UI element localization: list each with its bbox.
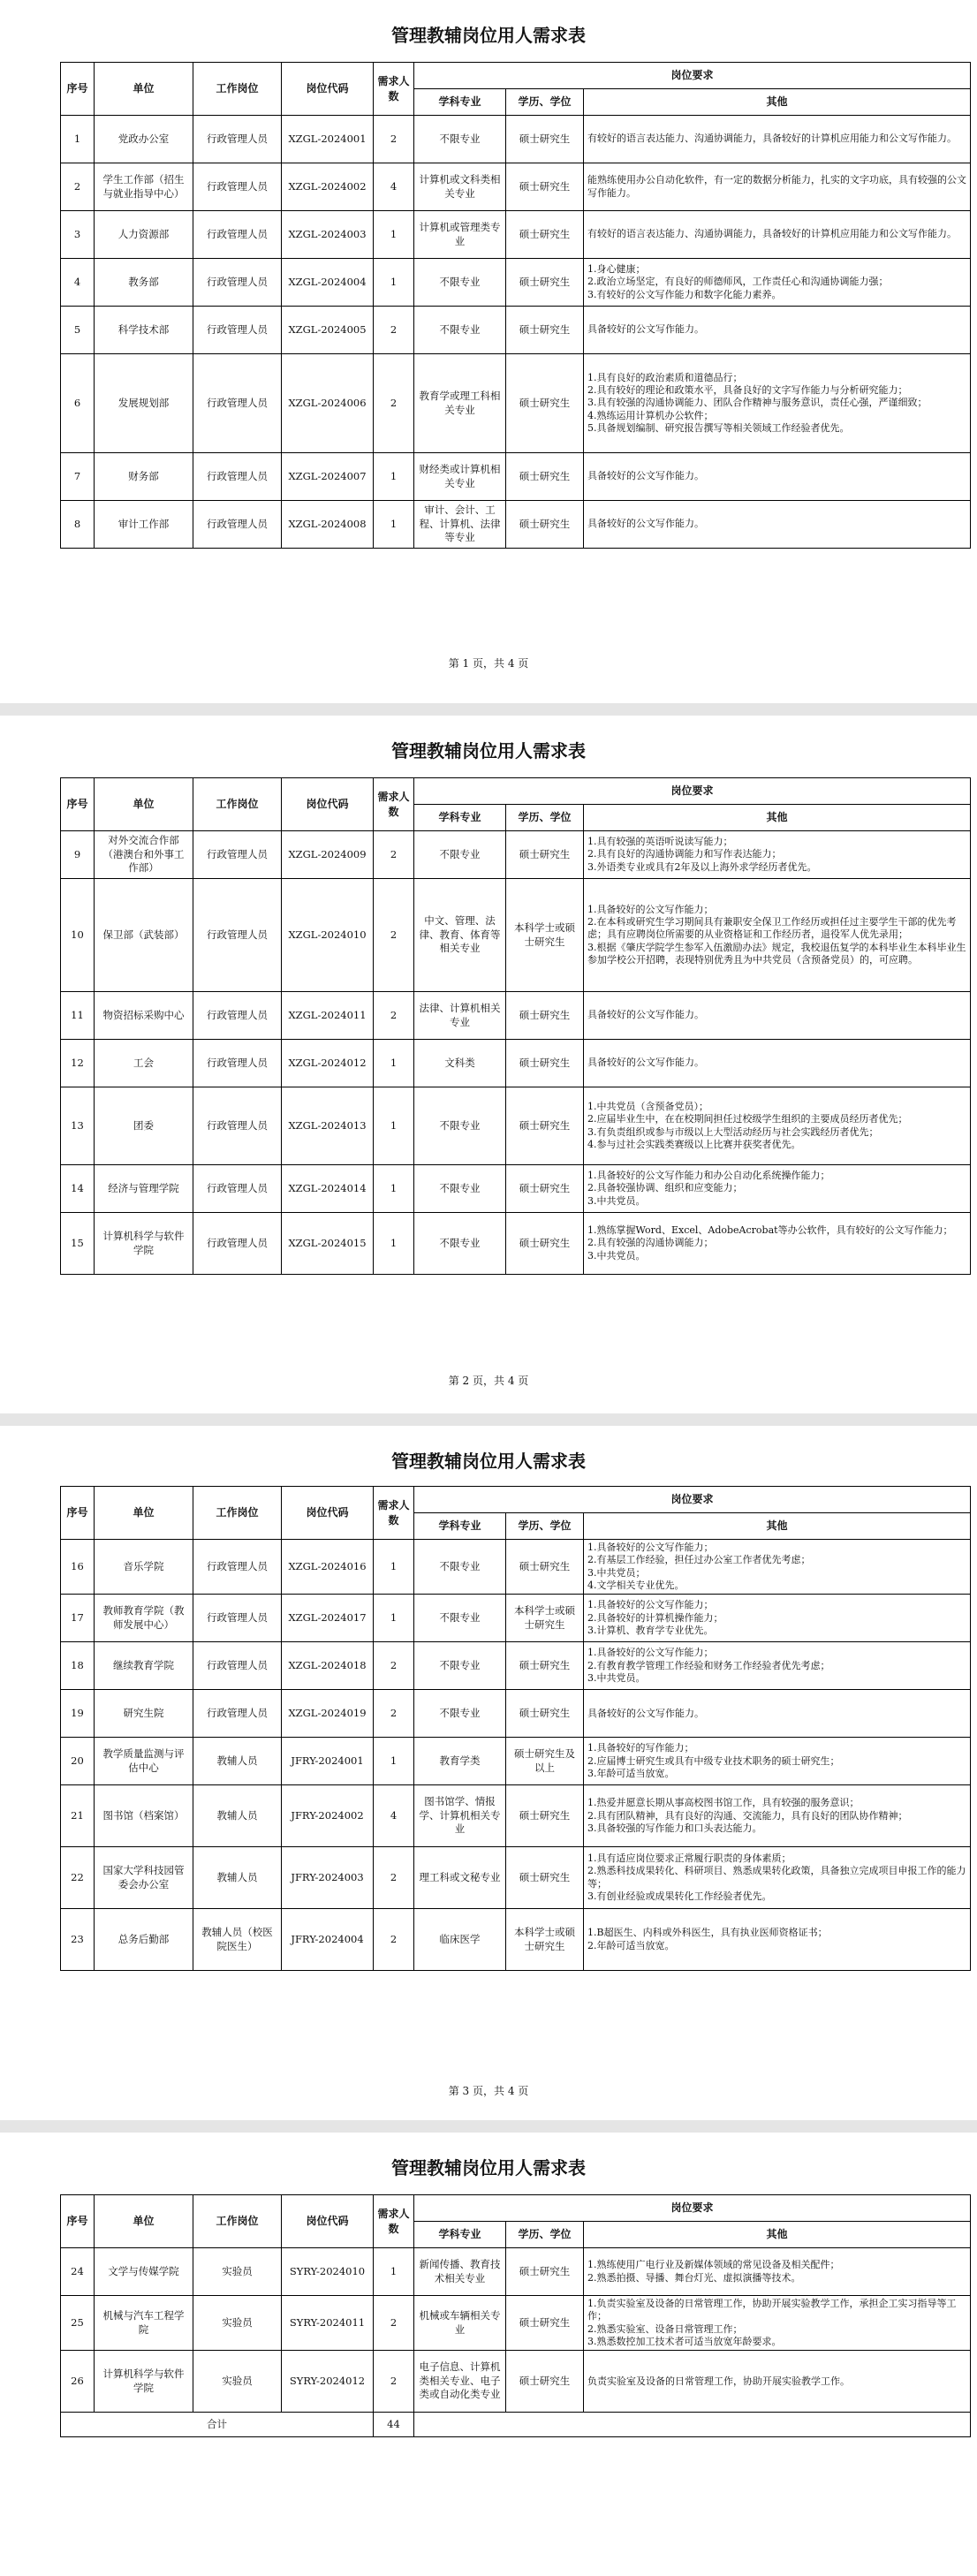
cell-count: 2 xyxy=(374,2296,414,2351)
cell-major: 临床医学 xyxy=(414,1909,506,1971)
header-unit: 单位 xyxy=(95,1487,193,1540)
cell-degree: 硕士研究生 xyxy=(506,116,584,163)
cell-unit: 研究生院 xyxy=(95,1690,193,1738)
cell-seq: 23 xyxy=(61,1909,95,1971)
cell-major: 理工科或文秘专业 xyxy=(414,1847,506,1909)
cell-seq: 7 xyxy=(61,453,95,501)
header-post: 工作岗位 xyxy=(193,63,282,116)
cell-major: 计算机或管理类专业 xyxy=(414,211,506,259)
cell-unit: 物资招标采购中心 xyxy=(95,992,193,1040)
cell-unit: 音乐学院 xyxy=(95,1540,193,1595)
cell-post: 实验员 xyxy=(193,2248,282,2296)
cell-count: 1 xyxy=(374,1540,414,1595)
cell-seq: 11 xyxy=(61,992,95,1040)
header-count: 需求人数 xyxy=(374,1487,414,1540)
table-row xyxy=(61,453,971,501)
cell-major: 不限专业 xyxy=(414,1213,506,1275)
cell-unit: 保卫部（武装部） xyxy=(95,879,193,992)
header-requirements: 岗位要求 xyxy=(414,778,971,805)
cell-post: 行政管理人员 xyxy=(193,879,282,992)
cell-unit: 审计工作部 xyxy=(95,501,193,549)
header-seq: 序号 xyxy=(61,63,95,116)
cell-other: 具备较好的公文写作能力。 xyxy=(584,453,971,501)
header-major: 学科专业 xyxy=(414,1513,506,1540)
requirements-table xyxy=(60,777,971,1275)
page-footer: 第 1 页，共 4 页 xyxy=(448,657,529,670)
cell-degree: 硕士研究生 xyxy=(506,1540,584,1595)
cell-degree: 硕士研究生 xyxy=(506,453,584,501)
cell-major: 电子信息、计算机类相关专业、电子类或自动化类专业 xyxy=(414,2351,506,2413)
cell-seq: 15 xyxy=(61,1213,95,1275)
header-code: 岗位代码 xyxy=(282,2195,374,2248)
cell-degree: 硕士研究生 xyxy=(506,1785,584,1847)
cell-degree: 硕士研究生 xyxy=(506,2296,584,2351)
cell-degree: 硕士研究生 xyxy=(506,211,584,259)
cell-seq: 19 xyxy=(61,1690,95,1738)
cell-code: XZGL-2024008 xyxy=(282,501,374,549)
cell-major: 图书馆学、情报学、计算机相关专业 xyxy=(414,1785,506,1847)
cell-unit: 科学技术部 xyxy=(95,307,193,354)
cell-code: JFRY-2024001 xyxy=(282,1738,374,1785)
cell-other: 1.B超医生、内科或外科医生，具有执业医师资格证书； 2.年龄可适当放宽。 xyxy=(584,1909,971,1971)
cell-post: 行政管理人员 xyxy=(193,259,282,307)
cell-major: 不限专业 xyxy=(414,1087,506,1165)
cell-seq: 2 xyxy=(61,163,95,211)
cell-seq: 25 xyxy=(61,2296,95,2351)
table-row xyxy=(61,501,971,549)
table-row xyxy=(61,1087,971,1165)
cell-post: 行政管理人员 xyxy=(193,163,282,211)
cell-code: SYRY-2024011 xyxy=(282,2296,374,2351)
table-row xyxy=(61,211,971,259)
page-footer: 第 2 页，共 4 页 xyxy=(448,1375,529,1387)
cell-major: 不限专业 xyxy=(414,116,506,163)
cell-major: 教育学或理工科相关专业 xyxy=(414,354,506,453)
cell-major: 计算机或文科类相关专业 xyxy=(414,163,506,211)
table-row xyxy=(61,879,971,992)
cell-major: 不限专业 xyxy=(414,831,506,879)
cell-other: 负责实验室及设备的日常管理工作，协助开展实验教学工作。 xyxy=(584,2351,971,2413)
page-4 xyxy=(0,2133,977,2576)
header-seq: 序号 xyxy=(61,778,95,831)
header-unit: 单位 xyxy=(95,778,193,831)
cell-code: XZGL-2024009 xyxy=(282,831,374,879)
cell-major: 机械或车辆相关专业 xyxy=(414,2296,506,2351)
cell-seq: 3 xyxy=(61,211,95,259)
cell-unit: 教务部 xyxy=(95,259,193,307)
cell-code: XZGL-2024018 xyxy=(282,1642,374,1690)
cell-unit: 国家大学科技园管委会办公室 xyxy=(95,1847,193,1909)
cell-count: 2 xyxy=(374,1642,414,1690)
cell-seq: 26 xyxy=(61,2351,95,2413)
cell-other: 1.具有较强的英语听说读写能力； 2.具有良好的沟通协调能力和写作表达能力； 3.外语类专业或具有2年及以上海外求学经历者优先。 xyxy=(584,831,971,879)
cell-count: 2 xyxy=(374,879,414,992)
cell-post: 行政管理人员 xyxy=(193,307,282,354)
cell-count: 1 xyxy=(374,2248,414,2296)
cell-other: 1.具有良好的政治素质和道德品行； 2.具有较好的理论和政策水平，具备良好的文字写作能力与分析研究能力； 3.具有较强的沟通协调能力、团队合作精神与服务意识，责任心强，严谨细致； 4.熟练运用计算机办公软件； 5.具备规划编制、研究报告撰写等相关领域工作经验者优先。 xyxy=(584,354,971,453)
header-major: 学科专业 xyxy=(414,2222,506,2248)
cell-post: 教辅人员 xyxy=(193,1738,282,1785)
header-other: 其他 xyxy=(584,89,971,116)
cell-count: 2 xyxy=(374,307,414,354)
header-requirements: 岗位要求 xyxy=(414,1487,971,1513)
table-row xyxy=(61,1909,971,1971)
cell-degree: 硕士研究生 xyxy=(506,2248,584,2296)
cell-code: XZGL-2024015 xyxy=(282,1213,374,1275)
header-code: 岗位代码 xyxy=(282,63,374,116)
cell-major: 财经类或计算机相关专业 xyxy=(414,453,506,501)
cell-other: 1.中共党员（含预备党员）； 2.应届毕业生中，在在校期间担任过校级学生组织的主要成员经历者优先； 3.有负责组织或参与市级以上大型活动经历与社会实践经历者优先； 4.参与过社会实践类赛级以上比赛并获奖者优先。 xyxy=(584,1087,971,1165)
table-row xyxy=(61,1165,971,1213)
cell-unit: 图书馆（档案馆） xyxy=(95,1785,193,1847)
total-row xyxy=(61,2413,971,2437)
header-requirements: 岗位要求 xyxy=(414,63,971,89)
cell-unit: 财务部 xyxy=(95,453,193,501)
cell-unit: 学生工作部（招生与就业指导中心） xyxy=(95,163,193,211)
cell-count: 1 xyxy=(374,1738,414,1785)
table-row xyxy=(61,307,971,354)
cell-other: 1.具备较好的公文写作能力； 2.有教育教学管理工作经验和财务工作经验者优先考虑； 3.中共党员。 xyxy=(584,1642,971,1690)
cell-post: 行政管理人员 xyxy=(193,1540,282,1595)
cell-code: XZGL-2024002 xyxy=(282,163,374,211)
cell-other: 1.具备较好的公文写作能力； 2.在本科或研究生学习期间具有兼职安全保卫工作经历或担任过主要学生干部的优先考虑；具有应聘岗位所需要的从业资格证和工作经历者，退役军人优先录用； 3.根据《肇庆学院学生参军入伍激励办法》规定，我校退伍复学的本科毕业生本科毕业生参加学校公开招聘，表现特别优秀且为中共党员（含预备党员）的，可应聘。 xyxy=(584,879,971,992)
cell-other: 1.具有适应岗位要求正常履行职责的身体素质； 2.熟悉科技成果转化、科研项目、熟悉成果转化政策，具备独立完成项目申报工作的能力等； 3.有创业经验或成果转化工作经验者优先。 xyxy=(584,1847,971,1909)
cell-degree: 硕士研究生 xyxy=(506,354,584,453)
page-title: 管理教辅岗位用人需求表 xyxy=(391,25,586,46)
cell-post: 行政管理人员 xyxy=(193,831,282,879)
header-code: 岗位代码 xyxy=(282,1487,374,1540)
cell-major: 不限专业 xyxy=(414,1642,506,1690)
cell-degree: 硕士研究生 xyxy=(506,2351,584,2413)
cell-seq: 5 xyxy=(61,307,95,354)
cell-degree: 硕士研究生 xyxy=(506,163,584,211)
cell-other: 具备较好的公文写作能力。 xyxy=(584,1040,971,1087)
cell-post: 行政管理人员 xyxy=(193,992,282,1040)
cell-major: 不限专业 xyxy=(414,1595,506,1642)
cell-code: XZGL-2024016 xyxy=(282,1540,374,1595)
cell-count: 1 xyxy=(374,259,414,307)
header-degree: 学历、学位 xyxy=(506,89,584,116)
cell-seq: 21 xyxy=(61,1785,95,1847)
cell-major: 不限专业 xyxy=(414,1165,506,1213)
cell-seq: 16 xyxy=(61,1540,95,1595)
cell-code: XZGL-2024003 xyxy=(282,211,374,259)
cell-count: 4 xyxy=(374,1785,414,1847)
page-footer: 第 3 页，共 4 页 xyxy=(448,2085,529,2097)
cell-degree: 硕士研究生 xyxy=(506,831,584,879)
table-row xyxy=(61,1595,971,1642)
cell-code: XZGL-2024011 xyxy=(282,992,374,1040)
cell-degree: 本科学士或硕士研究生 xyxy=(506,1909,584,1971)
cell-seq: 22 xyxy=(61,1847,95,1909)
cell-degree: 硕士研究生 xyxy=(506,1642,584,1690)
cell-post: 实验员 xyxy=(193,2351,282,2413)
cell-major: 教育学类 xyxy=(414,1738,506,1785)
cell-degree: 硕士研究生 xyxy=(506,1690,584,1738)
cell-count: 2 xyxy=(374,354,414,453)
header-code: 岗位代码 xyxy=(282,778,374,831)
page-separator xyxy=(0,1413,977,1426)
cell-count: 1 xyxy=(374,1165,414,1213)
cell-post: 行政管理人员 xyxy=(193,1642,282,1690)
cell-post: 行政管理人员 xyxy=(193,1595,282,1642)
header-other: 其他 xyxy=(584,805,971,831)
cell-degree: 硕士研究生 xyxy=(506,992,584,1040)
cell-code: SYRY-2024012 xyxy=(282,2351,374,2413)
table-row xyxy=(61,1690,971,1738)
cell-degree: 硕士研究生 xyxy=(506,1040,584,1087)
table-row xyxy=(61,2351,971,2413)
cell-count: 2 xyxy=(374,992,414,1040)
cell-seq: 18 xyxy=(61,1642,95,1690)
cell-major: 审计、会计、工程、计算机、法律等专业 xyxy=(414,501,506,549)
cell-count: 1 xyxy=(374,1595,414,1642)
cell-code: XZGL-2024014 xyxy=(282,1165,374,1213)
cell-seq: 4 xyxy=(61,259,95,307)
header-unit: 单位 xyxy=(95,2195,193,2248)
cell-other: 1.身心健康； 2.政治立场坚定，有良好的师德师风，工作责任心和沟通协调能力强； 3.有较好的公文写作能力和数字化能力素养。 xyxy=(584,259,971,307)
cell-post: 行政管理人员 xyxy=(193,453,282,501)
cell-post: 行政管理人员 xyxy=(193,211,282,259)
cell-count: 1 xyxy=(374,1213,414,1275)
cell-other: 具备较好的公文写作能力。 xyxy=(584,501,971,549)
cell-post: 行政管理人员 xyxy=(193,1087,282,1165)
cell-seq: 17 xyxy=(61,1595,95,1642)
cell-major: 新闻传播、教育技术相关专业 xyxy=(414,2248,506,2296)
cell-other: 1.熟练掌握Word、Excel、AdobeAcrobat等办公软件，具有较好的公文写作能力； 2.具有较强的沟通协调能力； 3.中共党员。 xyxy=(584,1213,971,1275)
cell-post: 行政管理人员 xyxy=(193,1165,282,1213)
cell-degree: 硕士研究生 xyxy=(506,259,584,307)
header-other: 其他 xyxy=(584,2222,971,2248)
cell-code: XZGL-2024006 xyxy=(282,354,374,453)
cell-count: 1 xyxy=(374,501,414,549)
header-count: 需求人数 xyxy=(374,63,414,116)
cell-other: 1.热爱并愿意长期从事高校图书馆工作，具有较强的服务意识； 2.具有团队精神，具有良好的沟通、交流能力，具有良好的团队协作精神； 3.具备较强的写作能力和口头表达能力。 xyxy=(584,1785,971,1847)
requirements-table xyxy=(60,2194,971,2437)
cell-seq: 1 xyxy=(61,116,95,163)
cell-post: 教辅人员 xyxy=(193,1785,282,1847)
header-unit: 单位 xyxy=(95,63,193,116)
cell-count: 2 xyxy=(374,831,414,879)
cell-unit: 团委 xyxy=(95,1087,193,1165)
cell-code: XZGL-2024001 xyxy=(282,116,374,163)
cell-seq: 9 xyxy=(61,831,95,879)
table-row xyxy=(61,1213,971,1275)
cell-degree: 硕士研究生 xyxy=(506,1165,584,1213)
cell-count: 2 xyxy=(374,1847,414,1909)
cell-unit: 教学质量监测与评估中心 xyxy=(95,1738,193,1785)
cell-degree: 硕士研究生及以上 xyxy=(506,1738,584,1785)
header-count: 需求人数 xyxy=(374,2195,414,2248)
cell-code: XZGL-2024005 xyxy=(282,307,374,354)
table-row xyxy=(61,259,971,307)
header-requirements: 岗位要求 xyxy=(414,2195,971,2222)
cell-count: 1 xyxy=(374,211,414,259)
cell-code: XZGL-2024013 xyxy=(282,1087,374,1165)
table-row xyxy=(61,116,971,163)
cell-unit: 机械与汽车工程学院 xyxy=(95,2296,193,2351)
cell-post: 行政管理人员 xyxy=(193,116,282,163)
cell-post: 行政管理人员 xyxy=(193,1040,282,1087)
cell-other: 1.具备较好的公文写作能力； 2.有基层工作经验，担任过办公室工作者优先考虑； 3.中共党员； 4.文学相关专业优先。 xyxy=(584,1540,971,1595)
cell-degree: 硕士研究生 xyxy=(506,1847,584,1909)
header-count: 需求人数 xyxy=(374,778,414,831)
table-row xyxy=(61,1785,971,1847)
cell-seq: 6 xyxy=(61,354,95,453)
cell-seq: 20 xyxy=(61,1738,95,1785)
cell-count: 1 xyxy=(374,1087,414,1165)
cell-post: 教辅人员（校医院医生） xyxy=(193,1909,282,1971)
cell-unit: 对外交流合作部（港澳台和外事工作部） xyxy=(95,831,193,879)
cell-count: 1 xyxy=(374,1040,414,1087)
cell-unit: 工会 xyxy=(95,1040,193,1087)
cell-code: JFRY-2024002 xyxy=(282,1785,374,1847)
cell-unit: 继续教育学院 xyxy=(95,1642,193,1690)
cell-unit: 文学与传媒学院 xyxy=(95,2248,193,2296)
header-seq: 序号 xyxy=(61,2195,95,2248)
page-2 xyxy=(0,716,977,1413)
cell-count: 2 xyxy=(374,116,414,163)
cell-post: 行政管理人员 xyxy=(193,354,282,453)
cell-unit: 计算机科学与软件学院 xyxy=(95,2351,193,2413)
cell-other: 1.具备较好的公文写作能力和办公自动化系统操作能力； 2.具备较强协调、组织和应变能力； 3.中共党员。 xyxy=(584,1165,971,1213)
cell-other: 1.具备较好的公文写作能力； 2.具备较好的计算机操作能力； 3.计算机、教育学专业优先。 xyxy=(584,1595,971,1642)
cell-other: 1.熟练使用广电行业及新媒体领域的常见设备及相关配件； 2.熟悉拍摄、导播、舞台灯光、虚拟演播等技术。 xyxy=(584,2248,971,2296)
cell-degree: 硕士研究生 xyxy=(506,501,584,549)
cell-code: XZGL-2024019 xyxy=(282,1690,374,1738)
cell-major: 不限专业 xyxy=(414,1690,506,1738)
cell-degree: 硕士研究生 xyxy=(506,1087,584,1165)
page-1 xyxy=(0,0,977,703)
cell-count: 2 xyxy=(374,2351,414,2413)
cell-other: 能熟练使用办公自动化软件，有一定的数据分析能力，扎实的文字功底，具有较强的公文写作能力。 xyxy=(584,163,971,211)
cell-other: 1.负责实验室及设备的日常管理工作，协助开展实验教学工作，承担企工实习指导等工作； 2.熟悉实验室、设备日常管理工作； 3.熟悉数控加工技术者可适当放宽年龄要求。 xyxy=(584,2296,971,2351)
table-row xyxy=(61,992,971,1040)
cell-unit: 总务后勤部 xyxy=(95,1909,193,1971)
cell-post: 行政管理人员 xyxy=(193,501,282,549)
cell-code: XZGL-2024010 xyxy=(282,879,374,992)
cell-degree: 硕士研究生 xyxy=(506,1213,584,1275)
requirements-table xyxy=(60,1486,971,1971)
header-major: 学科专业 xyxy=(414,805,506,831)
page-separator xyxy=(0,703,977,716)
table-row xyxy=(61,1738,971,1785)
table-row xyxy=(61,354,971,453)
cell-major: 不限专业 xyxy=(414,1540,506,1595)
cell-count: 4 xyxy=(374,163,414,211)
header-post: 工作岗位 xyxy=(193,1487,282,1540)
cell-seq: 10 xyxy=(61,879,95,992)
header-degree: 学历、学位 xyxy=(506,1513,584,1540)
page-title: 管理教辅岗位用人需求表 xyxy=(391,740,586,761)
header-major: 学科专业 xyxy=(414,89,506,116)
cell-degree: 本科学士或硕士研究生 xyxy=(506,879,584,992)
cell-unit: 经济与管理学院 xyxy=(95,1165,193,1213)
cell-code: JFRY-2024003 xyxy=(282,1847,374,1909)
table-row xyxy=(61,2296,971,2351)
cell-other: 具备较好的公文写作能力。 xyxy=(584,992,971,1040)
page-separator xyxy=(0,2120,977,2133)
cell-major: 不限专业 xyxy=(414,259,506,307)
cell-count: 2 xyxy=(374,1690,414,1738)
cell-other: 具备较好的公文写作能力。 xyxy=(584,1690,971,1738)
cell-seq: 12 xyxy=(61,1040,95,1087)
total-value: 44 xyxy=(374,2413,414,2437)
cell-degree: 硕士研究生 xyxy=(506,307,584,354)
header-other: 其他 xyxy=(584,1513,971,1540)
cell-unit: 党政办公室 xyxy=(95,116,193,163)
table-row xyxy=(61,831,971,879)
cell-count: 1 xyxy=(374,453,414,501)
cell-post: 教辅人员 xyxy=(193,1847,282,1909)
cell-major: 文科类 xyxy=(414,1040,506,1087)
cell-major: 中文、管理、法律、教育、体育等相关专业 xyxy=(414,879,506,992)
page-title: 管理教辅岗位用人需求表 xyxy=(391,1451,586,1472)
table-row xyxy=(61,163,971,211)
cell-code: XZGL-2024012 xyxy=(282,1040,374,1087)
total-label: 合计 xyxy=(61,2413,374,2437)
cell-other: 具备较好的公文写作能力。 xyxy=(584,307,971,354)
header-degree: 学历、学位 xyxy=(506,805,584,831)
cell-unit: 教师教育学院（教师发展中心） xyxy=(95,1595,193,1642)
cell-seq: 13 xyxy=(61,1087,95,1165)
cell-degree: 本科学士或硕士研究生 xyxy=(506,1595,584,1642)
total-blank xyxy=(414,2413,971,2437)
cell-other: 1.具备较好的写作能力； 2.应届博士研究生或具有中级专业技术职务的硕士研究生； 3.年龄可适当放宽。 xyxy=(584,1738,971,1785)
cell-seq: 8 xyxy=(61,501,95,549)
table-row xyxy=(61,1847,971,1909)
header-post: 工作岗位 xyxy=(193,778,282,831)
cell-unit: 发展规划部 xyxy=(95,354,193,453)
requirements-table xyxy=(60,62,971,549)
cell-unit: 人力资源部 xyxy=(95,211,193,259)
cell-code: XZGL-2024004 xyxy=(282,259,374,307)
page-title: 管理教辅岗位用人需求表 xyxy=(391,2157,586,2178)
cell-code: SYRY-2024010 xyxy=(282,2248,374,2296)
cell-seq: 24 xyxy=(61,2248,95,2296)
cell-post: 行政管理人员 xyxy=(193,1213,282,1275)
table-row xyxy=(61,1642,971,1690)
cell-seq: 14 xyxy=(61,1165,95,1213)
cell-post: 行政管理人员 xyxy=(193,1690,282,1738)
cell-code: XZGL-2024007 xyxy=(282,453,374,501)
header-degree: 学历、学位 xyxy=(506,2222,584,2248)
header-seq: 序号 xyxy=(61,1487,95,1540)
table-row xyxy=(61,1540,971,1595)
table-row xyxy=(61,2248,971,2296)
cell-unit: 计算机科学与软件学院 xyxy=(95,1213,193,1275)
cell-count: 2 xyxy=(374,1909,414,1971)
table-row xyxy=(61,1040,971,1087)
cell-other: 有较好的语言表达能力、沟通协调能力，具备较好的计算机应用能力和公文写作能力。 xyxy=(584,211,971,259)
header-post: 工作岗位 xyxy=(193,2195,282,2248)
cell-major: 不限专业 xyxy=(414,307,506,354)
cell-major: 法律、计算机相关专业 xyxy=(414,992,506,1040)
cell-post: 实验员 xyxy=(193,2296,282,2351)
page-3 xyxy=(0,1426,977,2120)
cell-code: JFRY-2024004 xyxy=(282,1909,374,1971)
cell-other: 有较好的语言表达能力、沟通协调能力，具备较好的计算机应用能力和公文写作能力。 xyxy=(584,116,971,163)
cell-code: XZGL-2024017 xyxy=(282,1595,374,1642)
